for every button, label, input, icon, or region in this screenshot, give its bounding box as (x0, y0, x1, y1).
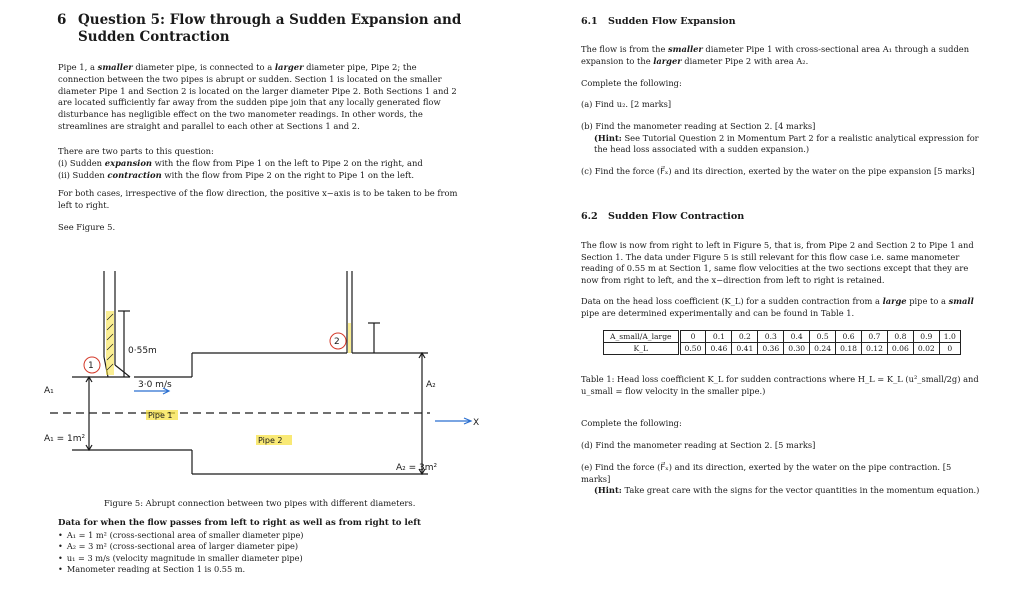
pipe1-label: Pipe 1 (148, 411, 173, 420)
section2-label: 2 (334, 337, 340, 347)
subsection-6-1-number: 6.1 (581, 16, 598, 27)
a2-symbol: A₂ (426, 380, 436, 390)
figure-caption: Figure 5: Abrupt connection between two pipes with different diameters. (104, 498, 416, 508)
data-list (58, 530, 303, 576)
parts-paragraph: There are two parts to this question: (i) Sudden expansion with the flow from Pipe 1 on the left to Pipe 2 on the right, and (ii) Sudden contraction with the flow from Pipe 2 on the right to Pipe 1 on the left. (58, 146, 423, 180)
left-column (0, 0, 500, 591)
subsection-6-2-title: Sudden Flow Contraction (608, 211, 745, 222)
manometer-reading-label: 0·55m (128, 346, 157, 356)
a1-value: A₁ = 1m² (44, 434, 86, 444)
data-item-a1: • A₁ = 1 m² (cross-sectional area of smaller diameter pipe) (58, 530, 303, 541)
head-loss-description: Data on the head loss coefficient (K_L) for a sudden contraction from a large pipe to a small pipe are determined experimentally and can be found in Table 1. (581, 296, 974, 318)
pipe2-label: Pipe 2 (258, 436, 283, 445)
table-row-kl: K_L 0.50 0.46 0.41 0.36 0.30 0.24 0.18 0.12 0.06 0.02 0 (604, 343, 961, 355)
a1-symbol: A₁ (44, 386, 54, 396)
data-heading: Data for when the flow passes from left to right as well as from right to left (58, 518, 421, 528)
data-item-manometer: • Manometer reading at Section 1 is 0.55 m. (58, 564, 303, 575)
subsection-6-2-number: 6.2 (581, 211, 598, 222)
subsection-6-1-title: Sudden Flow Expansion (608, 16, 736, 27)
table-header-ratio: A_small/A_large (604, 331, 680, 343)
velocity-label: 3·0 m/s (138, 380, 172, 390)
manometer1-right-join (115, 365, 130, 377)
x-axis-label: X (473, 418, 480, 428)
table-header-kl: K_L (604, 343, 680, 355)
a2-value: A₂ = 3m² (396, 463, 438, 473)
manometer1-water (106, 311, 114, 375)
table-caption: Table 1: Head loss coefficient K_L for sudden contractions where H_L = K_L (u²_small/2g) and u_small = flow velocity in the smaller pipe.) (581, 374, 979, 396)
head-loss-table (603, 330, 961, 355)
question-b: (b) Find the manometer reading at Section 2. [4 marks] (Hint: See Tutorial Question 2 in Momentum Part 2 for a realistic analytical expression for the head loss associated with a sudden expansion.) (581, 121, 979, 155)
section-title: Question 5: Flow through a Sudden Expansion and Sudden Contraction (78, 12, 462, 45)
axis-paragraph: For both cases, irrespective of the flow direction, the positive x−axis is to be taken to be from left to right. (58, 188, 458, 210)
table-row-ratio: A_small/A_large 0 0.1 0.2 0.3 0.4 0.5 0.6 0.7 0.8 0.9 1.0 (604, 331, 961, 343)
question-c: (c) Find the force (F⃗ₓ) and its direction, exerted by the water on the pipe expansion [5 marks] (581, 166, 975, 176)
complete-following-1: Complete the following: (581, 78, 682, 88)
data-item-u1: • u₁ = 3 m/s (velocity magnitude in smaller diameter pipe) (58, 553, 303, 564)
question-a: (a) Find u₂. [2 marks] (581, 99, 672, 109)
question-d: (d) Find the manometer reading at Section 2. [5 marks] (581, 440, 816, 450)
section1-label: 1 (88, 361, 94, 371)
contraction-description: The flow is now from right to left in Figure 5, that is, from Pipe 2 and Section 2 to Pipe 1 and Section 1. The data under Figure 5 is still relevant for this flow case i.e. same manometer reading of 0.55 m at Section 1, same flow velocities at the two sections except that they are now from right to left, and the x−direction from left to right is retained. (581, 240, 974, 285)
manometer2-water (348, 323, 351, 353)
intro-paragraph: Pipe 1, a smaller diameter pipe, is connected to a larger diameter pipe, Pipe 2; the connection between the two pipes is abrupt or sudden. Section 1 is located on the smaller diameter Pipe 1 and Section 2 is located on the larger diameter Pipe 2. Both Sections 1 and 2 are located sufficiently far away from the sudden pipe join that any locally generated flow disturbance has negligible effect on the two manometer readings. In other words, the streamlines are straight and parallel to each other at Sections 1 and 2. (58, 62, 457, 131)
question-e: (e) Find the force (F⃗ₓ) and its direction, exerted by the water on the pipe contraction. [5 marks] (Hint: Take great care with the signs for the vector quantities in the momentum equation.) (581, 462, 980, 496)
data-item-a2: • A₂ = 3 m² (cross-sectional area of larger diameter pipe) (58, 541, 303, 552)
complete-following-2: Complete the following: (581, 418, 682, 428)
section-number: 6 (57, 12, 67, 28)
figure-reference: See Figure 5. (58, 222, 116, 232)
expansion-description: The flow is from the smaller diameter Pipe 1 with cross-sectional area A₁ through a sudden expansion to the larger diameter Pipe 2 with area A₂. (581, 44, 970, 66)
figure-5-diagram (30, 265, 490, 490)
